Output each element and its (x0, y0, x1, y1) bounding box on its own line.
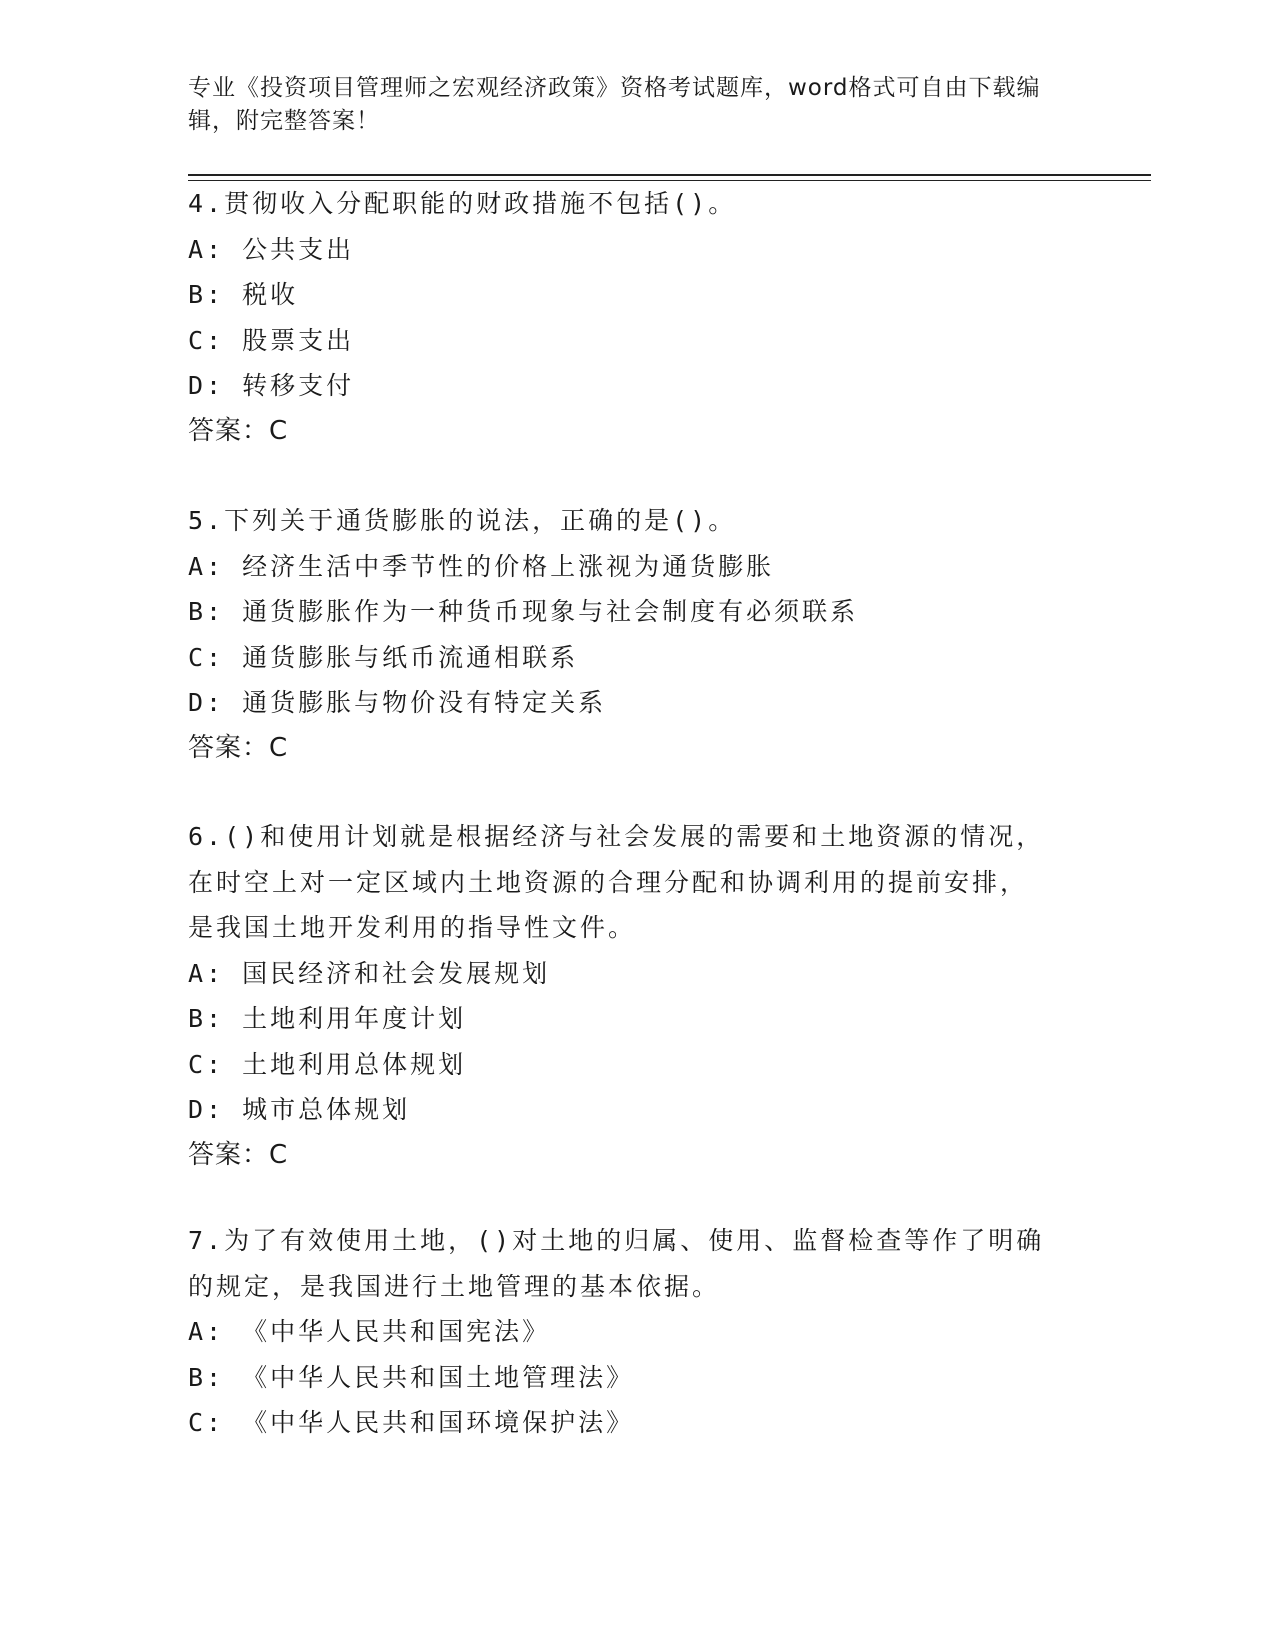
option-a: A: 经济生活中季节性的价格上涨视为通货膨胀 (188, 551, 775, 581)
question-stem-line-2: 的规定，是我国进行土地管理的基本依据。 (188, 1271, 721, 1301)
option-c: C: 通货膨胀与纸币流通相联系 (188, 642, 579, 672)
question-stem: 4.贯彻收入分配职能的财政措施不包括()。 (188, 189, 737, 218)
option-c: C: 《中华人民共和国环境保护法》 (188, 1408, 635, 1437)
option-c: C: 土地利用总体规划 (188, 1049, 467, 1079)
header-line-1: 专业《投资项目管理师之宏观经济政策》资格考试题库，word格式可自由下载编 (188, 75, 1041, 101)
header-line-2: 辑，附完整答案！ (188, 108, 380, 134)
option-d: D: 通货膨胀与物价没有特定关系 (188, 688, 607, 717)
option-d: D: 城市总体规划 (188, 1095, 411, 1124)
question-stem-line-1: 7.为了有效使用土地，()对土地的归属、使用、监督检查等作了明确 (188, 1226, 1045, 1255)
option-b: B: 《中华人民共和国土地管理法》 (188, 1362, 635, 1392)
option-c: C: 股票支出 (188, 325, 355, 355)
option-b: B: 通货膨胀作为一种货币现象与社会制度有必须联系 (188, 597, 859, 626)
question-7 (188, 1218, 1088, 1446)
option-a: A: 《中华人民共和国宪法》 (188, 1317, 551, 1346)
question-stem-line-3: 是我国土地开发利用的指导性文件。 (188, 913, 637, 942)
option-a: A: 公共支出 (188, 234, 355, 264)
answer: 答案：C (188, 732, 289, 763)
document-header (188, 72, 1068, 138)
option-b: B: 税收 (188, 280, 299, 309)
question-stem-line-2: 在时空上对一定区域内土地资源的合理分配和协调利用的提前安排， (188, 867, 1029, 897)
question-stem-line-1: 6.()和使用计划就是根据经济与社会发展的需要和土地资源的情况， (188, 822, 1045, 851)
option-d: D: 转移支付 (188, 371, 355, 400)
header-divider-thick (188, 174, 1151, 176)
option-a: A: 国民经济和社会发展规划 (188, 958, 551, 988)
question-5 (188, 498, 1088, 771)
answer: 答案：C (188, 415, 289, 446)
option-b: B: 土地利用年度计划 (188, 1004, 467, 1033)
question-6 (188, 814, 1088, 1178)
question-stem: 5.下列关于通货膨胀的说法，正确的是()。 (188, 506, 737, 535)
question-4 (188, 181, 1088, 454)
answer: 答案：C (188, 1139, 289, 1170)
